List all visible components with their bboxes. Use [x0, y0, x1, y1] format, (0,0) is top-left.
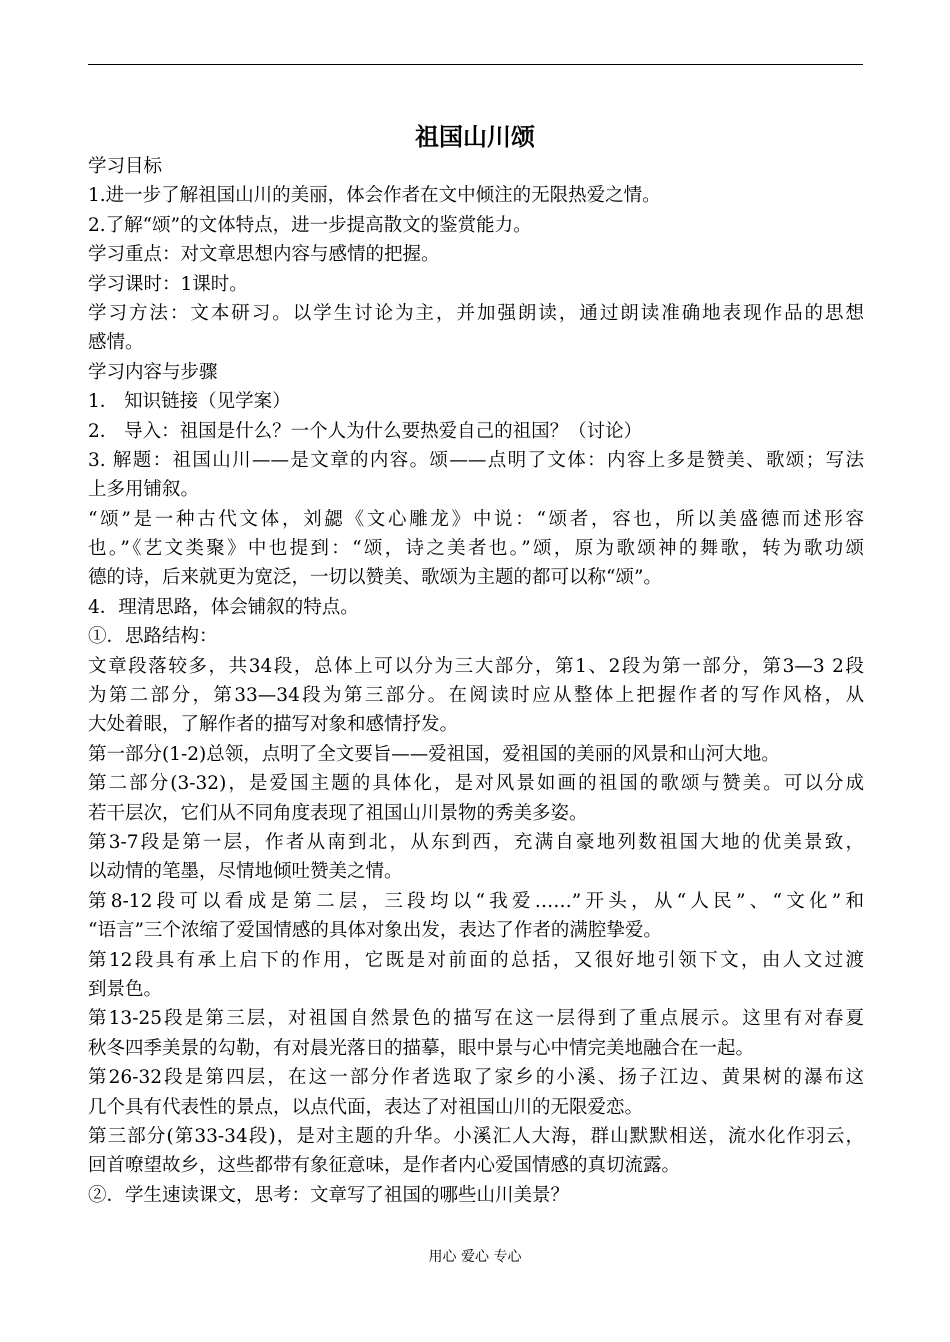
text-line: 第8-12段可以看成是第二层，三段均以“我爱……”开头，从“人民”、“文化”和: [88, 890, 864, 912]
text-line: 为第二部分，第33—34段为第三部分。在阅读时应从整体上把握作者的写作风格，从: [88, 685, 864, 707]
text-line: 学习课时：1课时。: [88, 273, 248, 295]
text-line: 第12段具有承上启下的作用，它既是对前面的总括，又很好地引领下文，由人文过渡: [88, 949, 864, 971]
text-line: 第13-25段是第三层，对祖国自然景色的描写在这一层得到了重点展示。这里有对春夏: [88, 1008, 864, 1030]
text-line: 文章段落较多，共34段，总体上可以分为三大部分，第1、2段为第一部分，第3—3 2段: [88, 655, 864, 677]
text-line: 3. 解题：祖国山川——是文章的内容。颂——点明了文体：内容上多是赞美、歌颂；写法: [88, 449, 864, 471]
text-line: 感情。: [88, 332, 144, 354]
page-title: 祖国山川颂: [415, 122, 535, 151]
text-line: 几个具有代表性的景点，以点代面，表达了对祖国山川的无限爱恋。: [88, 1096, 644, 1118]
text-line: 第三部分(第33-34段)，是对主题的升华。小溪汇人大海，群山默默相送，流水化作羽云，: [88, 1125, 864, 1147]
document-body: [88, 152, 864, 1210]
text-line: 上多用铺叙。: [88, 479, 200, 501]
text-line: 2.了解“颂”的文体特点，进一步提高散文的鉴赏能力。: [88, 214, 532, 236]
text-line: 第二部分(3-32)，是爱国主题的具体化，是对风景如画的祖国的歌颂与赞美。可以分成: [88, 773, 865, 795]
text-line: 学习目标: [88, 156, 163, 177]
text-line: “语言”三个浓缩了爱国情感的具体对象出发，表达了作者的满腔挚爱。: [88, 920, 662, 942]
text-line: 德的诗，后来就更为宽泛，一切以赞美、歌颂为主题的都可以称“颂”。: [88, 567, 662, 589]
text-line: 以动情的笔墨，尽情地倾吐赞美之情。: [88, 861, 403, 883]
text-line: 4．理清思路，体会铺叙的特点。: [88, 596, 359, 618]
text-line: 第3-7段是第一层，作者从南到北，从东到西，充满自豪地列数祖国大地的优美景致，: [88, 831, 864, 853]
text-line: 2． 导入：祖国是什么？一个人为什么要热爱自己的祖国？（讨论）: [88, 420, 643, 442]
text-line: 第一部分(1-2)总领，点明了全文要旨——爱祖国，爱祖国的美丽的风景和山河大地。: [88, 743, 780, 765]
header-rule: [88, 64, 863, 65]
text-line: 若干层次，它们从不同角度表现了祖国山川景物的秀美多姿。: [88, 802, 588, 824]
text-line: 学习方法：文本研习。以学生讨论为主，并加强朗读，通过朗读准确地表现作品的思想: [88, 302, 864, 324]
text-line: 1． 知识链接（见学案）: [88, 391, 291, 413]
text-line: 到景色。: [88, 978, 163, 1000]
text-line: 第26-32段是第四层，在这一部分作者选取了家乡的小溪、扬子江边、黄果树的瀑布这: [88, 1067, 864, 1089]
text-line: 也。”《艺文类聚》中也提到：“颂，诗之美者也。”颂，原为歌颂神的舞歌，转为歌功颂: [88, 538, 864, 560]
text-line: 1.进一步了解祖国山川的美丽，体会作者在文中倾注的无限热爱之情。: [88, 185, 661, 207]
text-line: 学习内容与步骤: [88, 361, 218, 383]
text-line: 回首嘹望故乡，这些都带有象征意味，是作者内心爱国情感的真切流露。: [88, 1155, 681, 1177]
text-line: “颂”是一种古代文体，刘勰《文心雕龙》中说：“颂者，容也，所以美盛德而述形容: [88, 508, 864, 530]
text-line: ①．思路结构：: [88, 626, 218, 648]
text-line: 大处着眼，了解作者的描写对象和感情抒发。: [88, 714, 459, 736]
text-line: ②．学生速读课文，思考：文章写了祖国的哪些山川美景？: [88, 1184, 570, 1206]
text-line: 学习重点：对文章思想内容与感情的把握。: [88, 244, 440, 266]
text-line: 秋冬四季美景的勾勒，有对晨光落日的描摹，眼中景与心中情完美地融合在一起。: [88, 1037, 755, 1059]
page-footer: 用心 爱心 专心: [428, 1249, 522, 1265]
